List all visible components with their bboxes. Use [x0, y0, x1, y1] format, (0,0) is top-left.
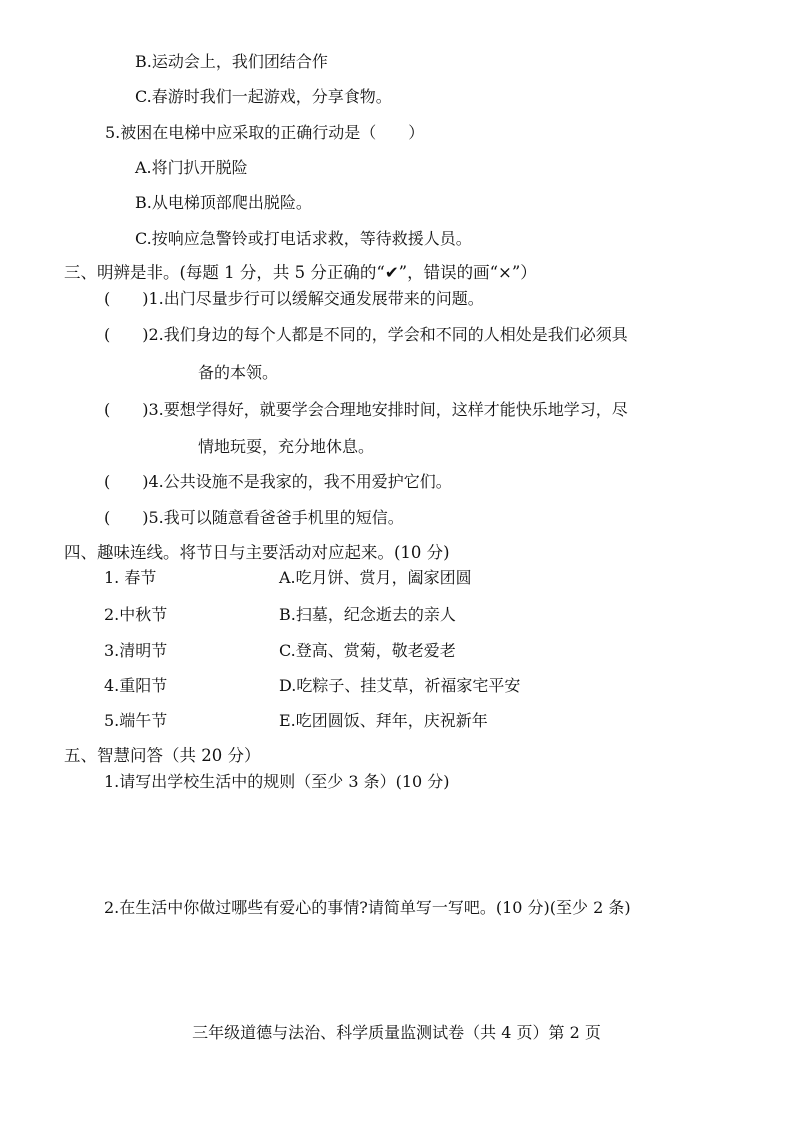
tf-item-text: 5.我可以随意看爸爸手机里的短信。	[148, 508, 404, 527]
tf-item-2	[104, 324, 628, 346]
q5-stem: 5.被困在电梯中应采取的正确行动是（ ）	[105, 123, 425, 142]
tf-item-4	[104, 471, 452, 493]
tf-item-text: 3.要想学得好，就要学会合理地安排时间，这样才能快乐地学习，尽	[148, 400, 628, 419]
q4-option-b: B.运动会上，我们团结合作	[135, 52, 328, 71]
answer-blank[interactable]: ( )	[104, 289, 149, 308]
tf-item-2-continued: 备的本领。	[198, 363, 279, 382]
section4-heading: 四、趣味连线。将节日与主要活动对应起来。(10 分)	[64, 543, 450, 562]
q5-option-b: B.从电梯顶部爬出脱险。	[135, 193, 312, 212]
tf-item-3	[104, 399, 628, 421]
tf-item-text: 1.出门尽量步行可以缓解交通发展带来的问题。	[148, 289, 484, 308]
tf-item-text: 4.公共设施不是我家的，我不用爱护它们。	[148, 472, 452, 491]
activity-item[interactable]: A.吃月饼、赏月，阖家团圆	[279, 568, 472, 587]
answer-blank[interactable]: ( )	[104, 472, 149, 491]
tf-item-5	[104, 507, 404, 529]
answer-blank[interactable]: ( )	[104, 508, 149, 527]
activity-item[interactable]: C.登高、赏菊，敬老爱老	[279, 641, 456, 660]
q4-option-c: C.春游时我们一起游戏，分享食物。	[135, 87, 392, 106]
answer-blank[interactable]: ( )	[104, 325, 149, 344]
answer-blank[interactable]: ( )	[104, 400, 149, 419]
festival-item[interactable]: 4.重阳节	[104, 676, 168, 695]
tf-item-3-continued: 情地玩耍，充分地休息。	[198, 437, 375, 456]
festival-item[interactable]: 5.端午节	[104, 711, 168, 730]
activity-item[interactable]: E.吃团圆饭、拜年，庆祝新年	[279, 711, 488, 730]
activity-item[interactable]: D.吃粽子、挂艾草，祈福家宅平安	[279, 676, 521, 695]
festival-item[interactable]: 3.清明节	[104, 641, 168, 660]
section3-heading: 三、明辨是非。(每题 1 分，共 5 分正确的“✔”，错误的画“×”）	[64, 263, 537, 282]
page-footer: 三年级道德与法治、科学质量监测试卷（共 4 页）第 2 页	[192, 1023, 601, 1042]
festival-item[interactable]: 2.中秋节	[104, 605, 168, 624]
q5-option-a: A.将门扒开脱险	[135, 158, 248, 177]
festival-item[interactable]: 1. 春节	[104, 568, 157, 587]
short-answer-question-1: 1.请写出学校生活中的规则（至少 3 条）(10 分)	[104, 772, 450, 791]
tf-item-1	[104, 288, 484, 310]
tf-item-text: 2.我们身边的每个人都是不同的，学会和不同的人相处是我们必须具	[148, 325, 628, 344]
short-answer-question-2: 2.在生活中你做过哪些有爱心的事情?请简单写一写吧。(10 分)(至少 2 条)	[104, 898, 631, 917]
q5-option-c: C.按响应急警铃或打电话求救，等待救援人员。	[135, 229, 472, 248]
section5-heading: 五、智慧问答（共 20 分）	[64, 746, 261, 765]
activity-item[interactable]: B.扫墓，纪念逝去的亲人	[279, 605, 456, 624]
